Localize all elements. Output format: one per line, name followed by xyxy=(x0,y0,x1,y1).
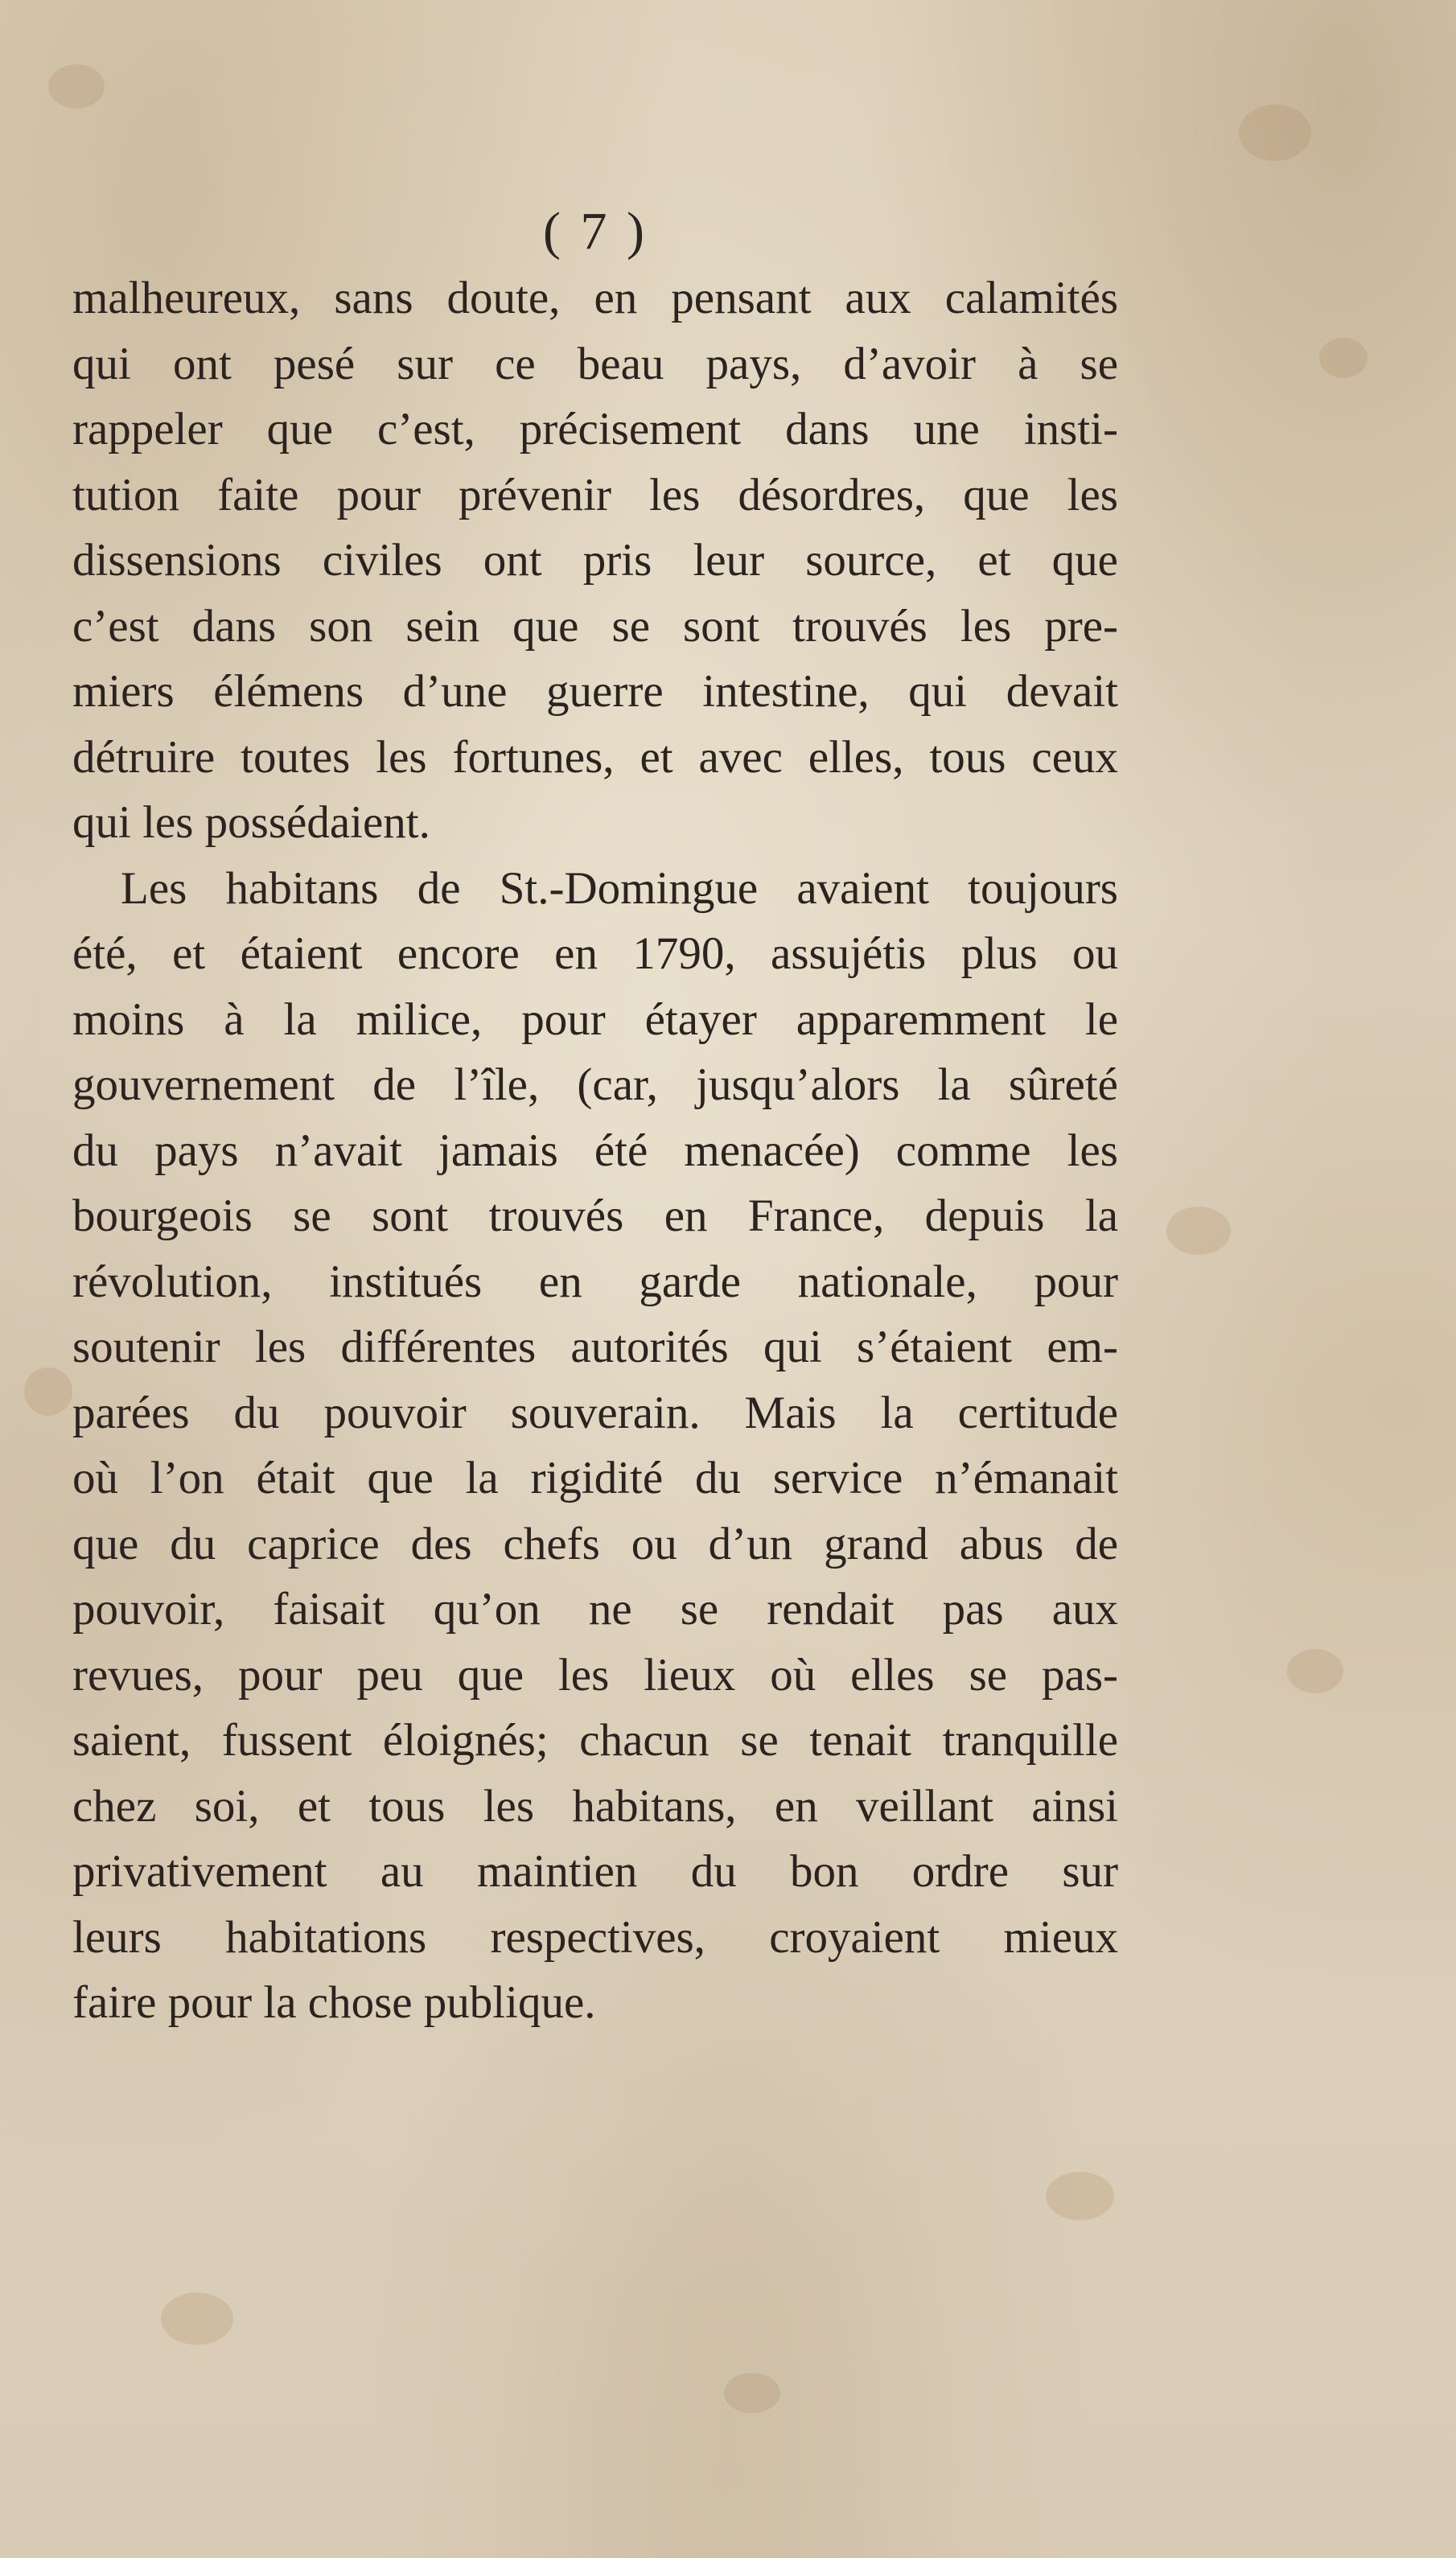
text-line: rappeler que c’est, précisement dans une insti- xyxy=(72,404,1118,454)
text-line: où l’on était que la rigidité du service n’émanait xyxy=(72,1453,1118,1503)
text-line: parées du pouvoir souverain. Mais la certitude xyxy=(72,1387,1118,1438)
foxing-spot xyxy=(48,64,105,109)
foxing-spot xyxy=(1287,1649,1343,1693)
text-line: qui les possédaient. xyxy=(72,797,430,848)
text-line: chez soi, et tous les habitans, en veillant ainsi xyxy=(72,1780,1118,1832)
text-line: privativement au maintien du bon ordre sur xyxy=(72,1846,1118,1897)
text-line: c’est dans son sein que se sont trouvés les pre- xyxy=(72,600,1118,652)
foxing-spot xyxy=(1239,105,1311,161)
text-line: du pays n’avait jamais été menacée) comme les xyxy=(72,1125,1118,1176)
text-line: Les habitans de St.-Domingue avaient toujours xyxy=(121,862,1118,914)
body-text xyxy=(72,265,1118,2036)
foxing-spot xyxy=(1319,338,1368,378)
text-line: soutenir les différentes autorités qui s’étaient em- xyxy=(72,1322,1118,1372)
text-line: revues, pour peu que les lieux où elles se pas- xyxy=(72,1649,1118,1701)
page-number: ( 7 ) xyxy=(543,202,648,261)
text-line: moins à la milice, pour étayer apparemment le xyxy=(72,993,1118,1045)
text-line: qui ont pesé sur ce beau pays, d’avoir à se xyxy=(72,338,1118,389)
text-line: leurs habitations respectives, croyaient mieux xyxy=(72,1911,1118,1963)
foxing-spot xyxy=(724,2373,780,2413)
text-line: miers élémens d’une guerre intestine, qui devait xyxy=(72,666,1118,717)
text-line: saient, fussent éloignés; chacun se tenait tranquille xyxy=(72,1715,1118,1766)
text-line: que du caprice des chefs ou d’un grand abus de xyxy=(72,1518,1118,1569)
foxing-spot xyxy=(1166,1207,1231,1255)
text-line: détruire toutes les fortunes, et avec elles, tous ceux xyxy=(72,731,1118,783)
text-line: bourgeois se sont trouvés en France, depuis la xyxy=(72,1191,1118,1241)
text-line: été, et étaient encore en 1790, assujétis plus ou xyxy=(72,928,1118,979)
text-line: dissensions civiles ont pris leur source, et que xyxy=(72,535,1118,586)
text-line: gouvernement de l’île, (car, jusqu’alors la sûreté xyxy=(72,1059,1118,1110)
foxing-spot xyxy=(1046,2172,1114,2220)
text-line: tution faite pour prévenir les désordres, que les xyxy=(72,469,1118,520)
text-line: pouvoir, faisait qu’on ne se rendait pas aux xyxy=(72,1584,1118,1635)
foxing-spot xyxy=(24,1367,72,1416)
foxing-spot xyxy=(161,2293,233,2345)
text-line: faire pour la chose publique. xyxy=(72,1977,596,2028)
text-line: malheureux, sans doute, en pensant aux calamités xyxy=(72,273,1118,323)
text-line: révolution, institués en garde nationale, pour xyxy=(72,1256,1118,1307)
